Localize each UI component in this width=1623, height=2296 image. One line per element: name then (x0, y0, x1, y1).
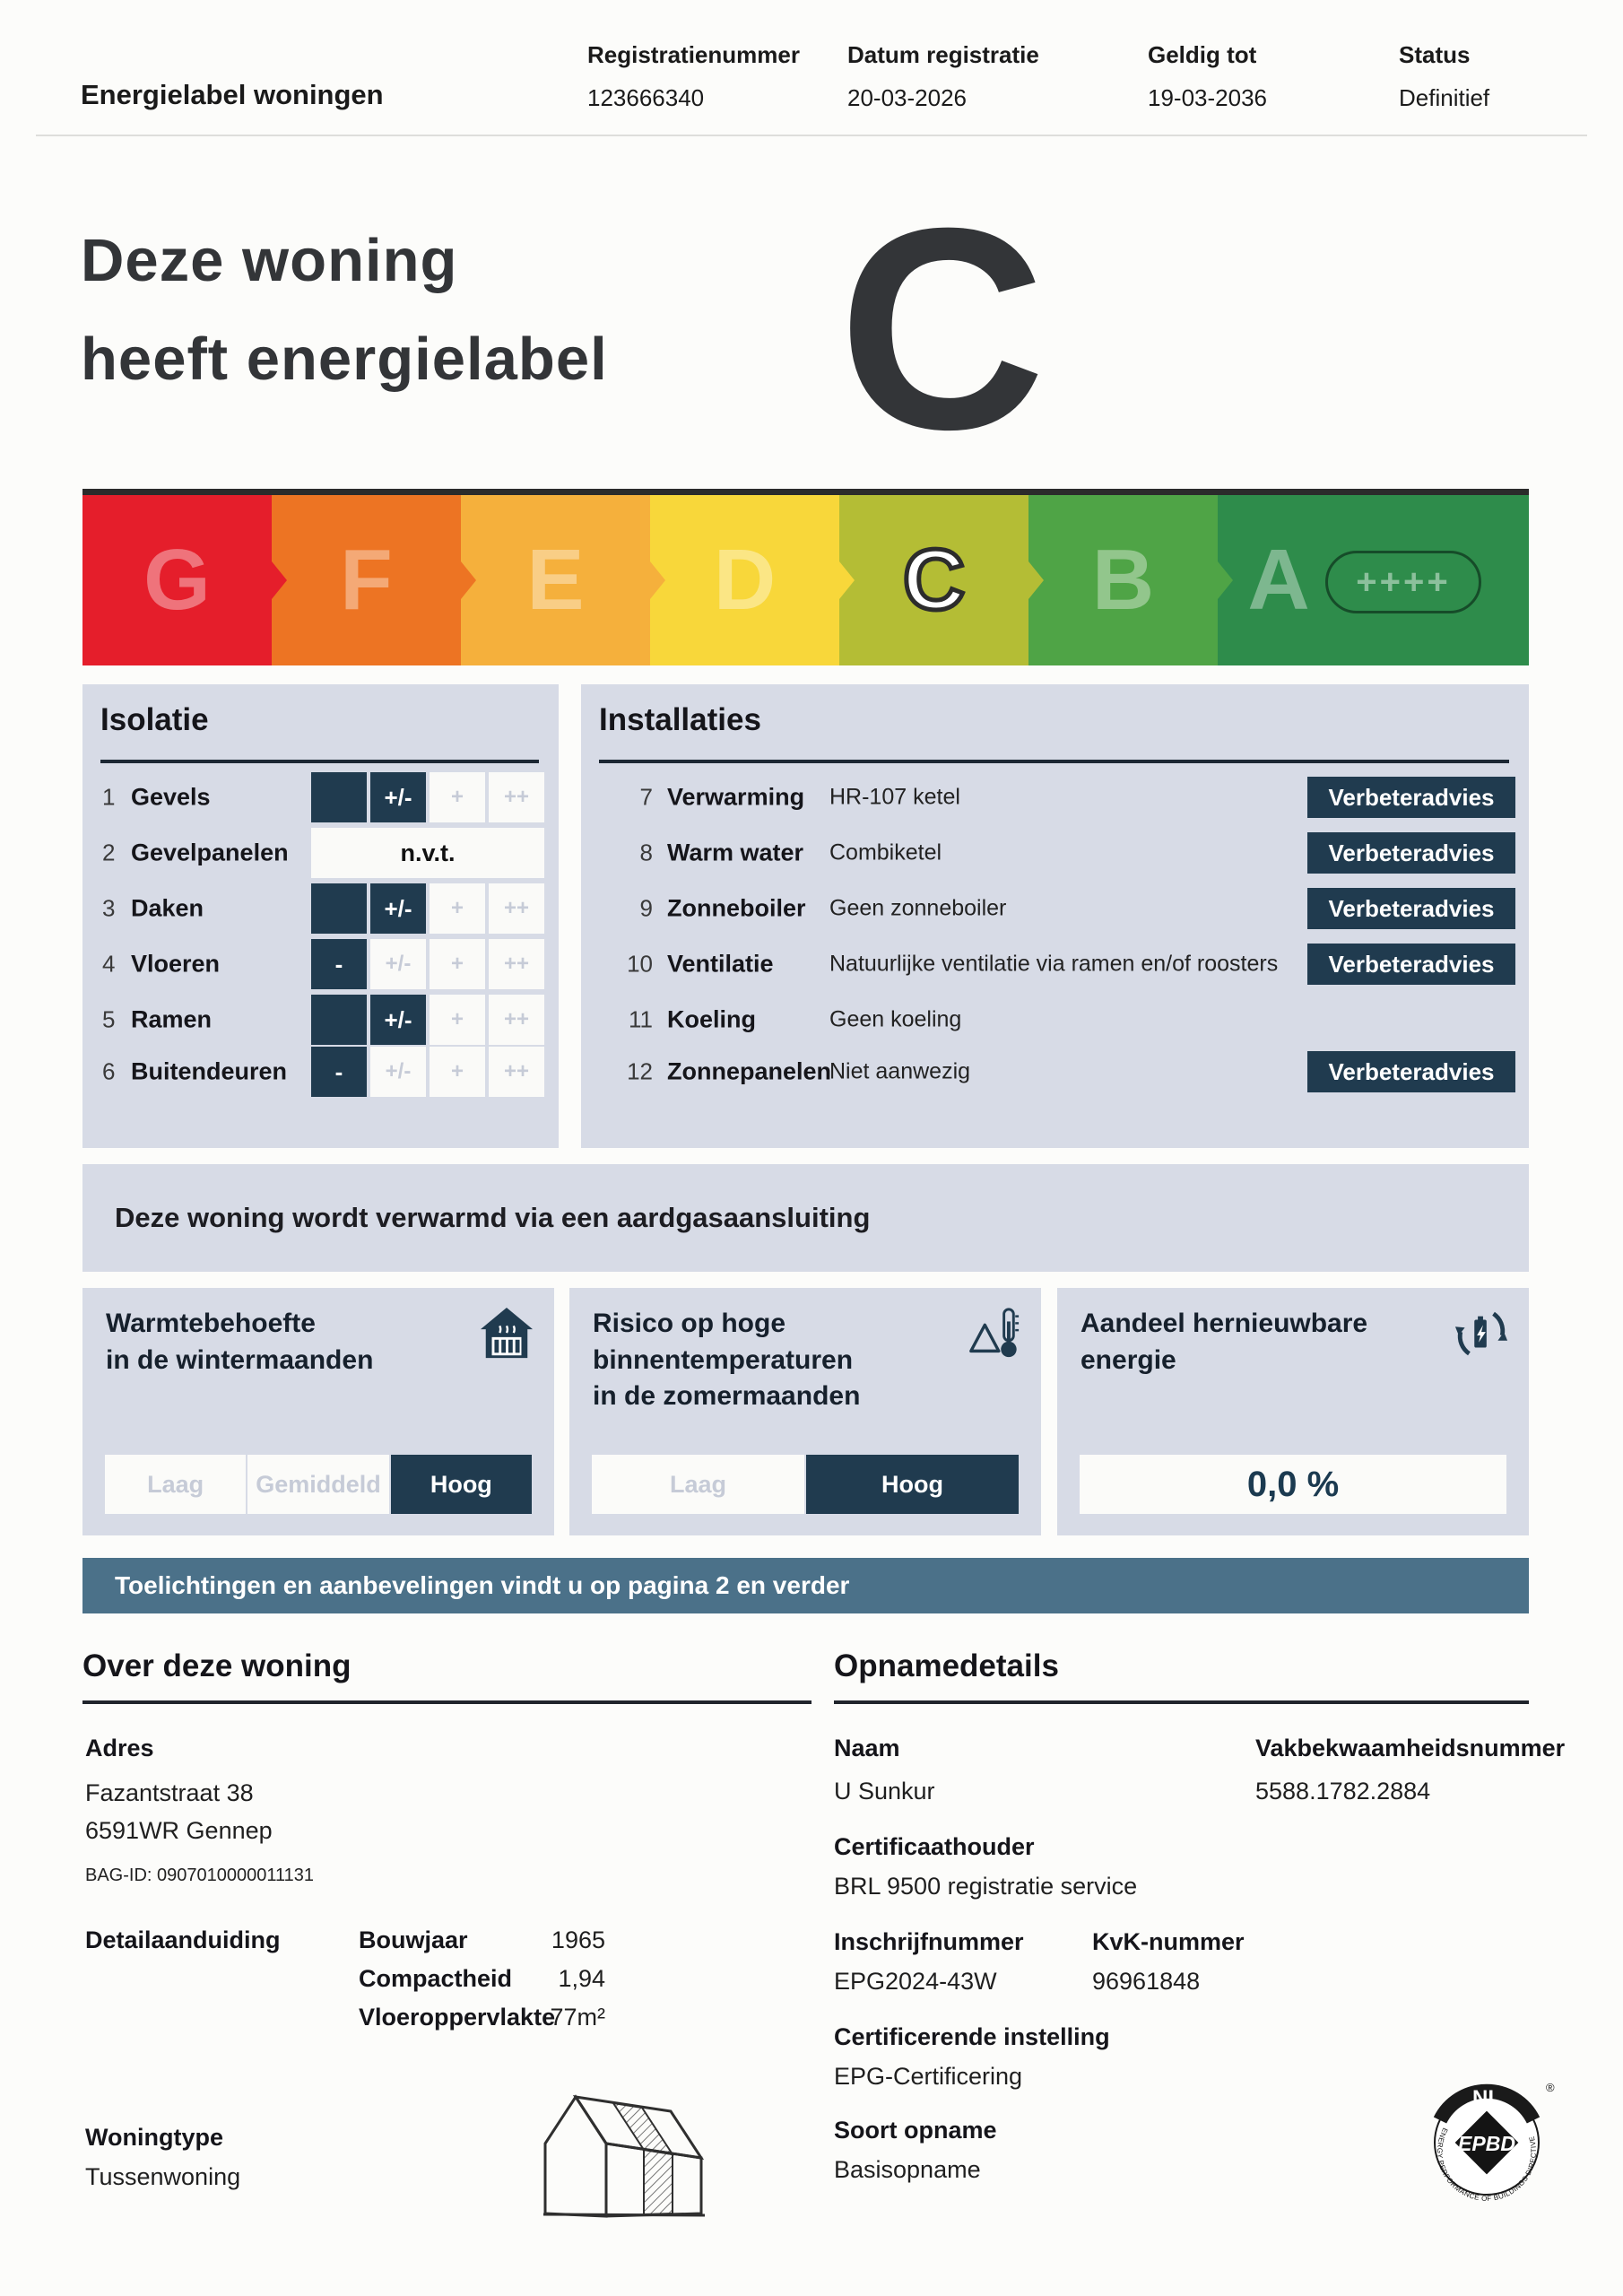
option-hoog-selected: Hoog (391, 1455, 532, 1514)
header-divider (36, 135, 1587, 136)
compactheid-value: 1,94 (558, 1965, 605, 1992)
installatie-row-zonneboiler (581, 883, 1529, 934)
row-label: Zonnepanelen (667, 1057, 832, 1085)
naam-label: Naam (834, 1735, 900, 1761)
segment-letter: G (143, 532, 211, 628)
rating-cell: + (430, 883, 485, 934)
isolatie-title: Isolatie (100, 702, 209, 737)
title-line: Warmtebehoefte (106, 1309, 316, 1338)
title-line: energie (1081, 1344, 1176, 1375)
energy-rating-bar (82, 495, 1529, 665)
segment-letter: A (1247, 532, 1310, 628)
vloeroppervlakte-label: Vloeroppervlakte (359, 2004, 556, 2031)
logo-ring-text: ENERGY PERFORMANCE OF BUILDINGS DIRECTIVE (1435, 2126, 1539, 2203)
segment-letter: D (713, 532, 777, 628)
hernieuwbare-energie-box (1057, 1288, 1529, 1535)
rating-scale (311, 939, 544, 989)
rating-cell: ++ (489, 883, 544, 934)
kvk-label: KvK-nummer (1092, 1928, 1245, 1955)
row-value: Geen koeling (829, 1006, 962, 1032)
rating-scale (311, 772, 544, 822)
verbeteradvies-button[interactable]: Verbeteradvies (1307, 832, 1515, 874)
title-line: in de wintermaanden (106, 1344, 374, 1375)
row-label: Ramen (131, 1005, 213, 1033)
field-label: Status (1399, 41, 1471, 68)
rating-scale (311, 828, 544, 878)
installaties-title: Installaties (599, 702, 761, 737)
row-number: 9 (639, 894, 653, 922)
rating-scale (311, 1047, 544, 1097)
energy-segment-f (272, 495, 461, 665)
document-title: Energielabel woningen (81, 79, 384, 110)
rowhouse-icon (536, 2088, 742, 2227)
segment-letter: E (526, 532, 585, 628)
option-laag: Laag (592, 1455, 806, 1514)
field-value: 123666340 (587, 84, 705, 111)
verbeteradvies-button[interactable]: Verbeteradvies (1307, 888, 1515, 929)
logo-registered-mark: ® (1546, 2081, 1555, 2094)
installatie-row-verwarming (581, 772, 1529, 822)
title-line: binnentemperaturen (593, 1344, 854, 1375)
soort-opname-label: Soort opname (834, 2117, 997, 2144)
toelichtingen-bar (82, 1558, 1529, 1613)
heating-note-text: Deze woning wordt verwarmd via een aardgasaansluiting (115, 1202, 871, 1233)
vakbekwaamheidsnummer-value: 5588.1782.2884 (1255, 1778, 1431, 1805)
row-number: 10 (627, 950, 653, 978)
house-heat-icon (479, 1306, 534, 1366)
detailaanduiding-label: Detailaanduiding (85, 1926, 281, 1953)
rating-cell: ++ (489, 1047, 544, 1097)
renewable-energy-icon (1454, 1306, 1509, 1366)
toelichtingen-text: Toelichtingen en aanbevelingen vindt u op pagina 2 en verder (115, 1571, 850, 1599)
woningtype-value: Tussenwoning (85, 2163, 241, 2190)
rating-cell: + (430, 1047, 485, 1097)
over-woning-rule (82, 1700, 812, 1704)
row-label: Warm water (667, 839, 804, 866)
field-label: Geldig tot (1148, 41, 1257, 68)
energy-segment-d (650, 495, 839, 665)
vloeroppervlakte-value: 77m² (550, 2004, 605, 2031)
segment-letter: B (1091, 532, 1155, 628)
isolatie-row-vloeren (82, 939, 559, 989)
verbeteradvies-button[interactable]: Verbeteradvies (1307, 777, 1515, 818)
over-woning-title: Over deze woning (82, 1648, 352, 1683)
isolatie-row-gevelpanelen (82, 828, 559, 878)
installatie-row-koeling (581, 995, 1529, 1045)
woningtype-label: Woningtype (85, 2124, 223, 2151)
rating-cell: ++ (489, 995, 544, 1045)
certificaathouder-value: BRL 9500 registratie service (834, 1873, 1138, 1900)
rating-cell-selected: +/- (370, 995, 426, 1045)
installatie-row-warm-water (581, 828, 1529, 878)
row-number: 8 (639, 839, 653, 866)
rating-nvt: n.v.t. (311, 828, 544, 878)
verbeteradvies-button[interactable]: Verbeteradvies (1307, 944, 1515, 985)
field-value: 20-03-2026 (847, 84, 967, 111)
hernieuwbare-title (1081, 1306, 1367, 1378)
rating-cell: + (430, 939, 485, 989)
renewable-share-value: 0,0 % (1080, 1455, 1506, 1514)
thermometer-warning-icon (966, 1306, 1021, 1366)
row-label: Zonneboiler (667, 894, 806, 922)
row-label: Gevels (131, 783, 211, 811)
header-field-geldig-tot (1148, 41, 1267, 112)
rating-cell-selected: - (311, 1047, 367, 1097)
rating-cell: ++ (489, 772, 544, 822)
rating-cell: + (430, 995, 485, 1045)
row-number: 11 (629, 1005, 653, 1033)
field-value: Definitief (1399, 84, 1490, 111)
logo-country: NL (1472, 2086, 1501, 2110)
kvk-value: 96961848 (1092, 1968, 1201, 1995)
rating-cell: +/- (370, 1047, 426, 1097)
row-number: 7 (639, 783, 653, 811)
bouwjaar-label: Bouwjaar (359, 1926, 468, 1953)
row-value: Natuurlijke ventilatie via ramen en/of roosters (829, 951, 1279, 977)
installaties-title-rule (599, 760, 1509, 763)
isolatie-row-ramen (82, 995, 559, 1045)
soort-opname-value: Basisopname (834, 2156, 981, 2183)
heating-note-bar (82, 1164, 1529, 1272)
row-value: Combiketel (829, 839, 942, 865)
field-label: Datum registratie (847, 41, 1039, 68)
risico-selector (592, 1455, 1019, 1514)
bag-id: BAG-ID: 0907010000011131 (85, 1866, 315, 1885)
isolatie-title-rule (100, 760, 539, 763)
isolatie-row-gevels (82, 772, 559, 822)
rating-cell-selected: +/- (370, 883, 426, 934)
row-number: 1 (102, 783, 116, 811)
row-label: Vloeren (131, 950, 221, 978)
header-field-datum-registratie (847, 41, 1039, 112)
title-line: Risico op hoge (593, 1309, 786, 1338)
row-label: Daken (131, 894, 204, 922)
row-number: 2 (102, 839, 116, 866)
installatie-row-zonnepanelen (581, 1047, 1529, 1097)
field-label: Registratienummer (587, 41, 800, 68)
row-value: Niet aanwezig (829, 1058, 971, 1084)
headline-line2: heeft energielabel (81, 326, 608, 393)
header-field-status (1399, 41, 1489, 112)
adres-street: Fazantstraat 38 (85, 1779, 254, 1806)
rating-scale (311, 883, 544, 934)
row-label: Verwarming (667, 783, 805, 811)
naam-value: U Sunkur (834, 1778, 935, 1805)
header-field-registratienummer (587, 41, 800, 112)
adres-label: Adres (85, 1735, 154, 1761)
isolatie-row-buitendeuren (82, 1047, 559, 1097)
energy-segment-a (1218, 495, 1529, 665)
energy-segment-g (82, 495, 272, 665)
installatie-row-ventilatie (581, 939, 1529, 989)
row-label: Buitendeuren (131, 1057, 288, 1085)
risico-box (569, 1288, 1041, 1535)
row-number: 3 (102, 894, 116, 922)
row-number: 4 (102, 950, 116, 978)
isolatie-row-daken (82, 883, 559, 934)
adres-city: 6591WR Gennep (85, 1817, 273, 1844)
warmtebehoefte-box (82, 1288, 554, 1535)
bouwjaar-value: 1965 (551, 1926, 605, 1953)
field-value: 19-03-2036 (1148, 84, 1267, 111)
option-laag: Laag (105, 1455, 247, 1514)
rating-scale (311, 995, 544, 1045)
nl-epbd-logo (1424, 2075, 1558, 2214)
rating-cell-selected: - (311, 939, 367, 989)
segment-letter: F (340, 532, 393, 628)
opnamedetails-title: Opnamedetails (834, 1648, 1059, 1683)
risico-title (593, 1306, 860, 1415)
headline-line1: Deze woning (81, 227, 458, 294)
inschrijfnummer-value: EPG2024-43W (834, 1968, 997, 1995)
row-label: Koeling (667, 1005, 756, 1033)
energy-bar-topline (82, 489, 1529, 495)
energy-segment-c-selected (839, 495, 1028, 665)
opnamedetails-rule (834, 1700, 1529, 1704)
energy-segment-b (1028, 495, 1218, 665)
row-value: Geen zonneboiler (829, 895, 1007, 921)
inschrijfnummer-label: Inschrijfnummer (834, 1928, 1024, 1955)
rating-cell-filled (311, 995, 367, 1045)
row-value: HR-107 ketel (829, 784, 960, 810)
row-label: Ventilatie (667, 950, 774, 978)
rating-cell: +/- (370, 939, 426, 989)
rating-cell: ++ (489, 939, 544, 989)
segment-letter-selected: C (902, 532, 966, 628)
row-number: 5 (102, 1005, 116, 1033)
title-line: Aandeel hernieuwbare (1081, 1309, 1368, 1338)
rating-cell-filled (311, 772, 367, 822)
row-number: 12 (627, 1057, 653, 1085)
warmtebehoefte-selector (105, 1455, 532, 1514)
certificerende-instelling-value: EPG-Certificering (834, 2063, 1023, 2090)
rating-cell-filled (311, 883, 367, 934)
energy-label-big-letter: C (838, 168, 1046, 489)
energy-segment-e (461, 495, 650, 665)
compactheid-label: Compactheid (359, 1965, 513, 1992)
row-label: Gevelpanelen (131, 839, 289, 866)
title-line: in de zomermaanden (593, 1381, 861, 1411)
vakbekwaamheidsnummer-label: Vakbekwaamheidsnummer (1255, 1735, 1566, 1761)
isolatie-panel (82, 684, 559, 1148)
option-hoog-selected: Hoog (806, 1455, 1019, 1514)
certificerende-instelling-label: Certificerende instelling (834, 2023, 1110, 2050)
installaties-panel (581, 684, 1529, 1148)
rating-cell: + (430, 772, 485, 822)
option-gemiddeld: Gemiddeld (247, 1455, 390, 1514)
a-plusplus-badge: ++++ (1325, 551, 1481, 613)
verbeteradvies-button[interactable]: Verbeteradvies (1307, 1051, 1515, 1092)
row-number: 6 (102, 1057, 116, 1085)
logo-name: EPBD (1458, 2132, 1515, 2155)
certificaathouder-label: Certificaathouder (834, 1833, 1035, 1860)
rating-cell-selected: +/- (370, 772, 426, 822)
warmtebehoefte-title (106, 1306, 373, 1378)
